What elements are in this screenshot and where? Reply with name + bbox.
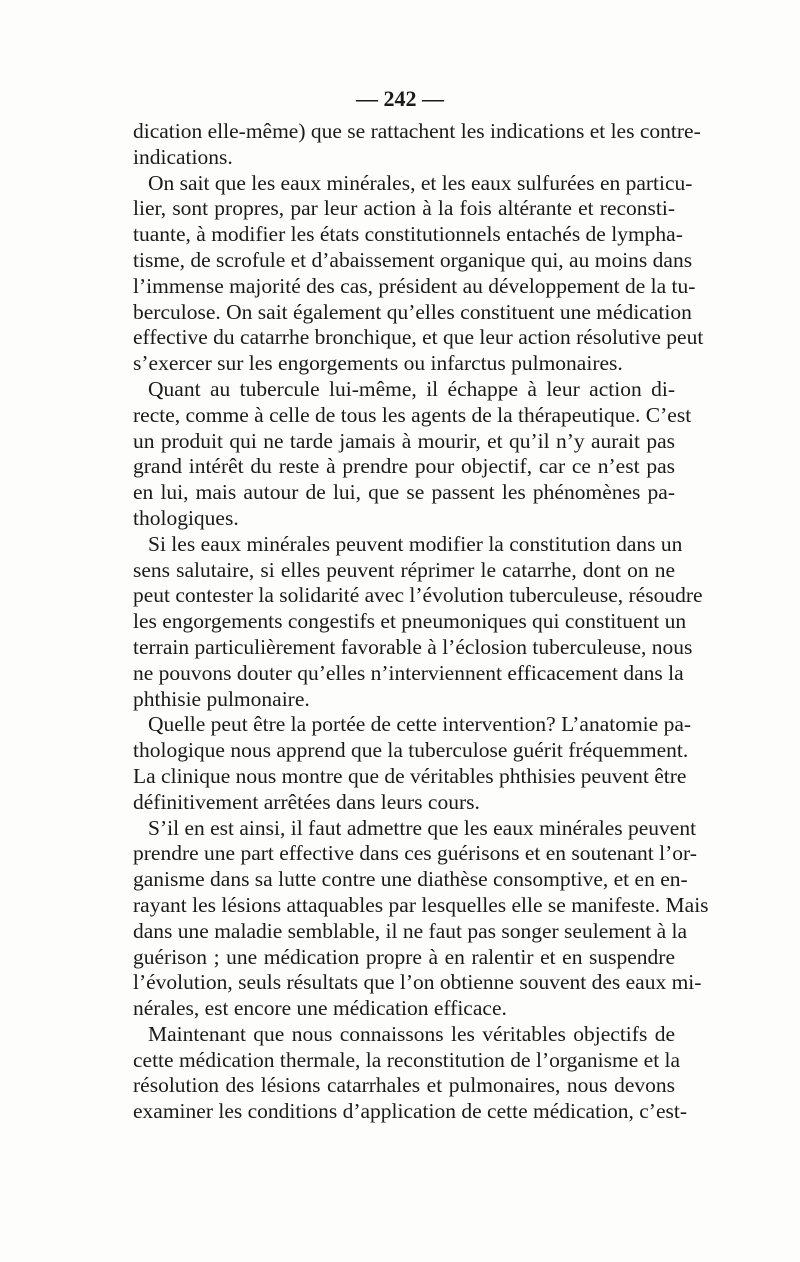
paragraph (133, 170, 704, 377)
text-line: Si les eaux minérales peuvent modifier la constitution dans un (148, 531, 683, 556)
text-line: les engorgements congestifs et pneumoniques qui constituent un (133, 609, 687, 634)
text-line: grand intérêt du reste à prendre pour objectif, car ce n’est pas (133, 454, 675, 479)
text-line: effective du catarrhe bronchique, et que leur action résolutive peut (133, 325, 704, 350)
paragraph (133, 119, 701, 171)
text-line: berculose. On sait également qu’elles constituent une médication (133, 299, 692, 324)
text-line: tuante, à modifier les états constitutionnels entachés de lympha- (133, 222, 683, 247)
text-line: l’évolution, seuls résultats que l’on obtienne souvent des eaux mi- (133, 970, 702, 995)
text-line: La clinique nous montre que de véritables phthisies peuvent être (133, 763, 687, 788)
text-line: S’il en est ainsi, il faut admettre que les eaux minérales peuvent (148, 815, 697, 840)
text-line: examiner les conditions d’application de cette médication, c’est- (133, 1099, 688, 1124)
body-text (133, 119, 709, 1125)
text-line: Maintenant que nous connaissons les véritables objectifs de (148, 1021, 675, 1046)
text-line: guérison ; une médication propre à en ralentir et en suspendre (133, 944, 675, 969)
text-line: tisme, de scrofule et d’abaissement organique qui, au moins dans (133, 247, 693, 272)
text-line: phthisie pulmonaire. (133, 686, 310, 711)
text-line: terrain particulièrement favorable à l’éclosion tuberculeuse, nous (133, 634, 693, 659)
text-line: rayant les lésions attaquables par lesquelles elle se manifeste. Mais (133, 892, 709, 917)
text-line: résolution des lésions catarrhales et pulmonaires, nous devons (133, 1073, 675, 1098)
text-line: l’immense majorité des cas, président au développement de la tu- (133, 273, 696, 298)
text-line: prendre une part effective dans ces guérisons et en soutenant l’or- (133, 841, 697, 866)
text-line: indications. (133, 144, 233, 169)
text-line: Quant au tubercule lui-même, il échappe à leur action di- (148, 376, 675, 401)
text-line: un produit qui ne tarde jamais à mourir, et qu’il n’y aurait pas (133, 428, 675, 453)
paragraph (133, 1021, 688, 1125)
text-line: lier, sont propres, par leur action à la fois altérante et reconsti- (133, 196, 675, 221)
text-line: s’exercer sur les engorgements ou infarctus pulmonaires. (133, 351, 623, 376)
text-line: ganisme dans sa lutte contre une diathèse consomptive, et en en- (133, 867, 688, 892)
text-line: On sait que les eaux minérales, et les eaux sulfurées en particu- (148, 170, 693, 195)
text-line: peut contester la solidarité avec l’évolution tuberculeuse, résoudre (133, 583, 703, 608)
page-number: — 242 — (356, 86, 444, 111)
paragraph (133, 712, 692, 815)
paragraph (133, 531, 703, 713)
text-line: dication elle-même) que se rattachent les indications et les contre- (133, 119, 701, 143)
text-line: dans une maladie semblable, il ne faut pas songer seulement à la (133, 918, 688, 943)
text-line: thologique nous apprend que la tuberculose guérit fréquemment. (133, 738, 689, 763)
text-line: sens salutaire, si elles peuvent réprimer le catarrhe, dont on ne (133, 557, 675, 582)
text-line: définitivement arrêtées dans leurs cours. (133, 789, 480, 814)
text-line: thologiques. (133, 505, 239, 530)
text-line: en lui, mais autour de lui, que se passent les phénomènes pa- (133, 480, 675, 505)
text-line: cette médication thermale, la reconstitution de l’organisme et la (133, 1047, 681, 1072)
paragraph (133, 376, 692, 532)
text-line: recte, comme à celle de tous les agents de la thérapeutique. C’est (133, 402, 692, 427)
paragraph (133, 815, 709, 1022)
text-line: Quelle peut être la portée de cette intervention? L’anatomie pa- (148, 712, 692, 737)
text-line: ne pouvons douter qu’elles n’interviennent efficacement dans la (133, 660, 684, 685)
text-line: nérales, est encore une médication efficace. (133, 996, 507, 1021)
